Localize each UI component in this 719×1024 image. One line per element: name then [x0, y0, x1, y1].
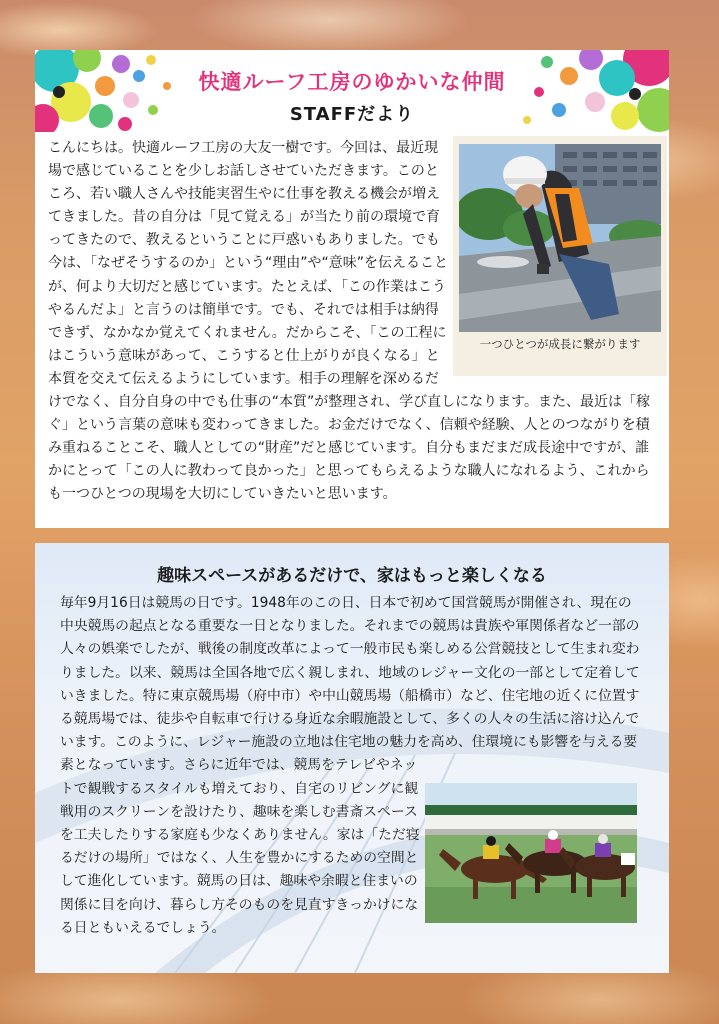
hobby-article-body: 毎年9月16日は競馬の日です。1948年のこの日、日本で初めて国営競馬が開催され、現在の中央競馬の起点となる重要な一日となりました。それまでの競馬は貴族や軍関係者など一部の人々の娯楽でしたが、戦後の制度改革によって一般市民も楽しめる公営競技として生まれ変わりました。以来、競馬は全国各地で広く親しまれ、地域のレジャー文化の一部として定着していきました。特に東京競馬場（府中市）や中山競馬場（船橋市）など、住宅地の近くに位置する競馬場では、徒歩や自転車で行ける身近な余暇施設として、多くの人々の生活に溶け込んでいます。このように、レジャー施設の立地は住宅地の魅力を高め、住環境にも影響を与える要素となっています。さらに近年では、競馬をテレビやネットで観戦するスタイルも増えており、自宅のリビングに観戦用のスクリーンを設けたり、趣味を楽しむ書斎スペースを工夫したりする家庭も少なくありません。家は「ただ寝るだけの場所」ではなく、人生を豊かにするための空間として進化しています。競馬の日は、趣味や余暇と住まいの関係に目を向け、暮らし方そのものを見直すきっかけになる日ともいえるでしょう。: [60, 595, 640, 936]
staff-letter-body: こんにちは。快適ルーフ工房の大友一樹です。今回は、最近現場で感じていることを少しお話しさせていただきます。このところ、若い職人さんや技能実習生やに仕事を教える機会が増えてきました。昔の自分は「見て覚える」が当たり前の環境で育ってきたので、教えるということに戸惑いもありました。でも今は、「なぜそうするのか」という“理由”や“意味”を伝えることが、何より大切だと感じています。たとえば、「この作業はこうやるんだよ」と言うのは簡単です。でも、それでは相手は納得できず、なかなか覚えてくれません。だからこそ、「この工程にはこういう意味があって、こうすると仕上がりが良くなる」と本質を交えて伝えるようにしています。相手の理解を深めるだけでなく、自分自身の中でも仕事の“本質”が整理され、学び直しになります。また、最近は「稼ぐ」という言葉の意味も変わってきました。お金だけでなく、信頼や経験、人とのつながりを積み重ねることこそ、職人としての“財産”だと感じています。自分もまだまだ成長途中ですが、誰かにとって「この人に教わって良かった」と思ってもらえるような職人になれるよう、これからも一つひとつの現場を大切にしていきたいと思います。: [48, 140, 650, 503]
photo-float-spacer: [450, 137, 660, 371]
hobby-article-title: 趣味スペースがあるだけで、家はもっと楽しくなる: [157, 566, 547, 586]
staff-section-subtitle: STAFFだより: [289, 104, 415, 125]
horse-photo-float-spacer: [425, 777, 645, 927]
worker-photo-caption: 一つひとつが成長に繋がります: [479, 337, 641, 351]
staff-letter-panel: [35, 50, 669, 528]
staff-letter-body-wrap: [48, 137, 660, 507]
staff-section-title: 快適ルーフ工房のゆかいな仲間: [198, 70, 506, 94]
hobby-article-panel: [35, 543, 669, 973]
hobby-article-body-wrap: [60, 592, 645, 940]
float-offset: [644, 592, 645, 777]
